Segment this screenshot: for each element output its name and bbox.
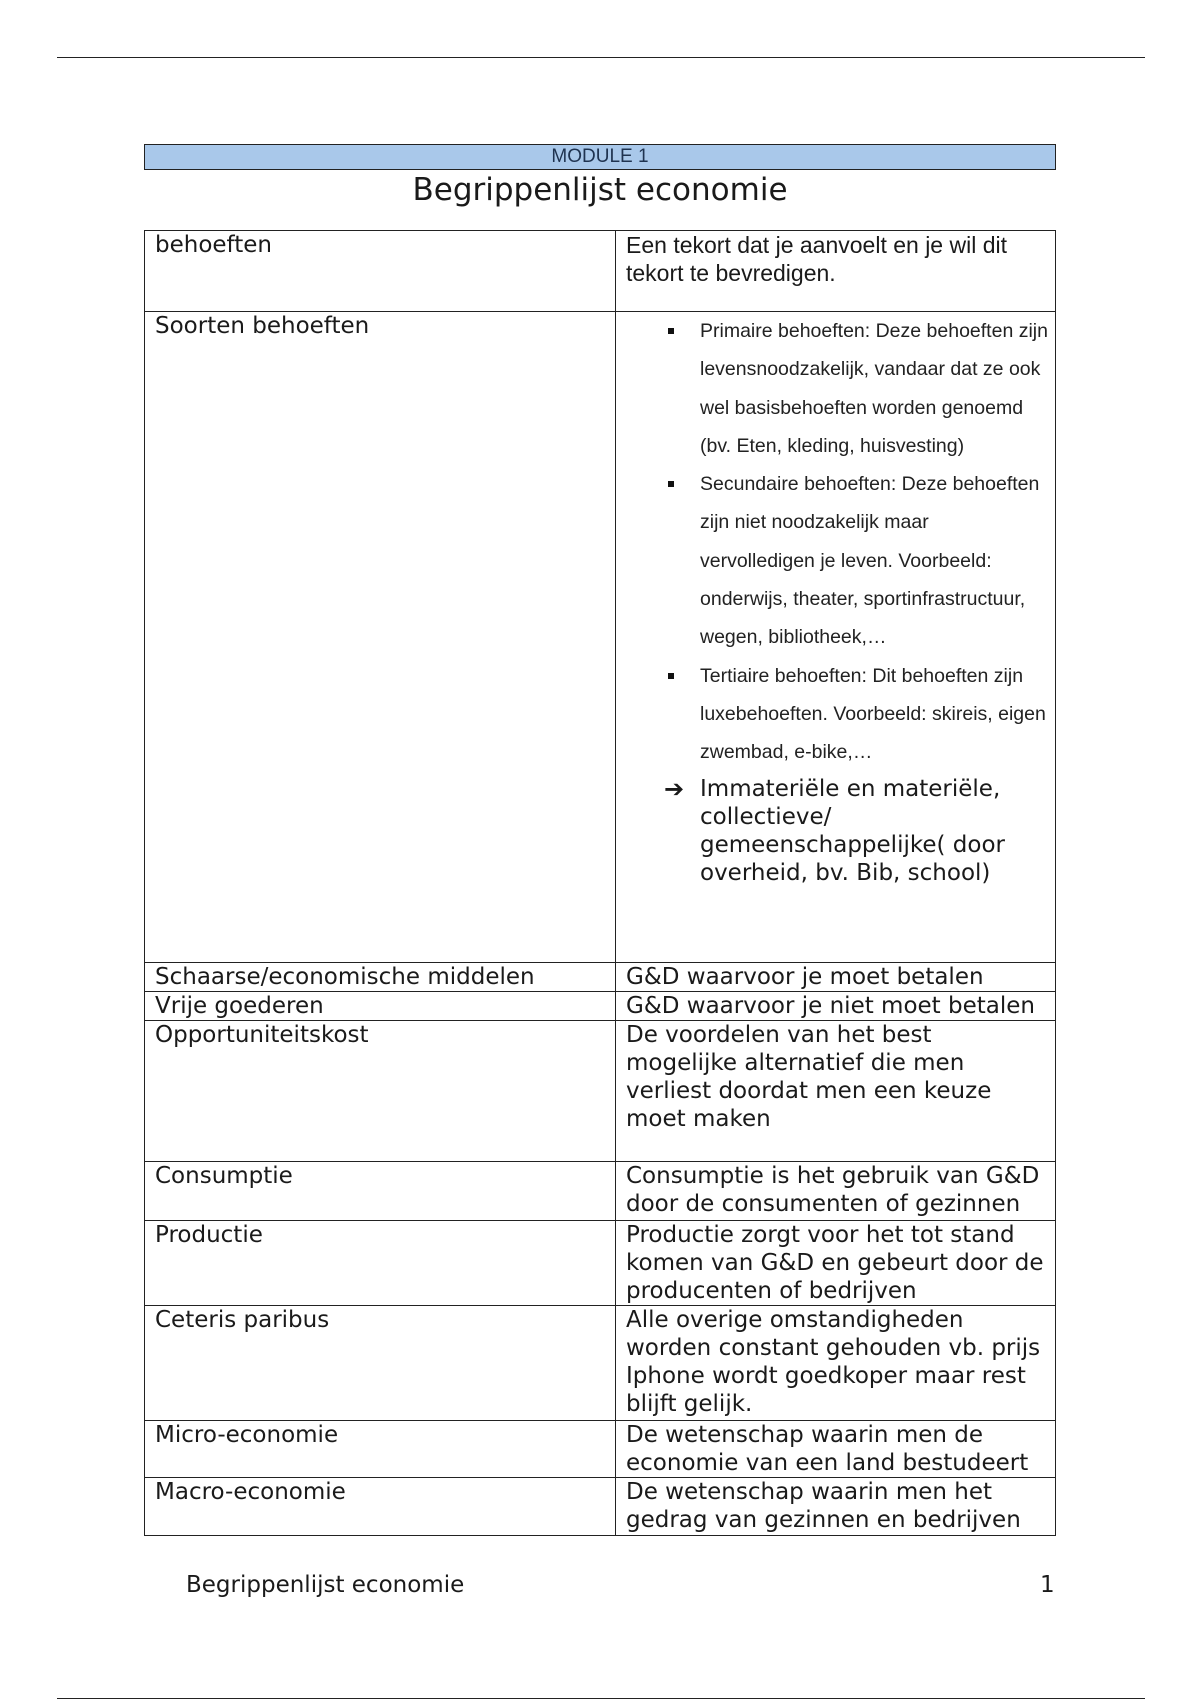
right-arrow-icon: ➔ [664, 774, 685, 803]
square-bullet-icon [668, 481, 674, 487]
table-row [145, 1306, 1056, 1421]
table-row [145, 1478, 1056, 1536]
table-row [145, 992, 1056, 1021]
list-item-text: Tertiaire behoeften: Dit behoeften zijn luxebehoeften. Voorbeeld: skireis, eigen zwembad, e-bike,… [700, 664, 1046, 764]
behoeften-types-list [626, 312, 1049, 772]
definition-cell: Productie zorgt voor het tot stand komen van G&D en gebeurt door de producenten of bedrijven [616, 1221, 1056, 1306]
term-cell: Micro-economie [145, 1421, 616, 1478]
table-row [145, 1162, 1056, 1221]
term-cell: Vrije goederen [145, 992, 616, 1021]
list-item-text: Primaire behoeften: Deze behoeften zijn levensnoodzakelijk, vandaar dat ze ook wel basisbehoeften worden genoemd (bv. Eten, kleding, huisvesting) [700, 320, 1048, 457]
term-cell: Productie [145, 1221, 616, 1306]
page-number: 1 [1040, 1572, 1055, 1598]
square-bullet-icon [668, 328, 674, 334]
term-cell: Consumptie [145, 1162, 616, 1221]
table-row [145, 1421, 1056, 1478]
definition-cell: Alle overige omstandigheden worden constant gehouden vb. prijs Iphone wordt goedkoper maar rest blijft gelijk. [616, 1306, 1056, 1421]
table-row [145, 963, 1056, 992]
term-cell: behoeften [145, 231, 616, 312]
definition-cell: Een tekort dat je aanvoelt en je wil dit tekort te bevredigen. [616, 231, 1056, 312]
list-item-text: Secundaire behoeften: Deze behoeften zijn niet noodzakelijk maar vervolledigen je leven. Voorbeeld: onderwijs, theater, sportinfrastructuur, wegen, bibliotheek,… [700, 473, 1040, 649]
term-cell: Schaarse/economische middelen [145, 963, 616, 992]
list-item [664, 657, 1049, 772]
footer-rule [57, 1698, 1145, 1699]
table-row [145, 312, 1056, 963]
page-title: Begrippenlijst economie [412, 172, 788, 208]
arrow-note-text: Immateriële en materiële, collectieve/ gemeenschappelijke( door overheid, bv. Bib, school) [700, 775, 1005, 886]
footer-title: Begrippenlijst economie [186, 1572, 465, 1598]
term-cell: Opportuniteitskost [145, 1021, 616, 1162]
table-row [145, 1221, 1056, 1306]
square-bullet-icon [668, 673, 674, 679]
term-cell: Macro-economie [145, 1478, 616, 1536]
definition-cell: G&D waarvoor je niet moet betalen [616, 992, 1056, 1021]
arrow-note [626, 775, 1049, 887]
header-rule [57, 57, 1145, 58]
table-row [145, 1021, 1056, 1162]
module-banner: MODULE 1 [144, 144, 1056, 170]
term-cell: Ceteris paribus [145, 1306, 616, 1421]
definition-cell: De wetenschap waarin men de economie van een land bestudeert [616, 1421, 1056, 1478]
definition-cell: G&D waarvoor je moet betalen [616, 963, 1056, 992]
definition-cell [616, 312, 1056, 963]
list-item [664, 465, 1049, 656]
definition-cell: Consumptie is het gebruik van G&D door de consumenten of gezinnen [616, 1162, 1056, 1221]
definition-cell: De voordelen van het best mogelijke alternatief die men verliest doordat men een keuze moet maken [616, 1021, 1056, 1162]
list-item [664, 312, 1049, 465]
term-cell: Soorten behoeften [145, 312, 616, 963]
definition-cell: De wetenschap waarin men het gedrag van gezinnen en bedrijven [616, 1478, 1056, 1536]
glossary-table [144, 230, 1056, 1536]
table-row [145, 231, 1056, 312]
